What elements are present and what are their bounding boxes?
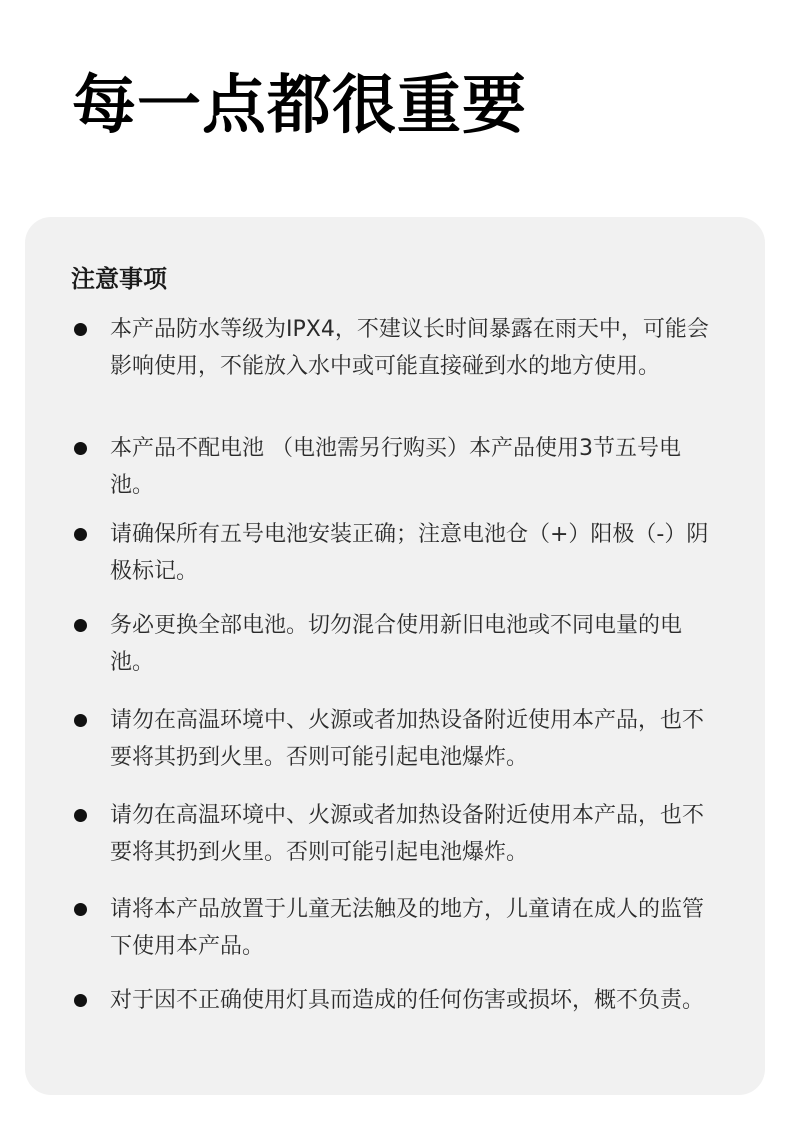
- notice-card: [25, 217, 765, 1095]
- page-title: 每一点都很重要: [72, 69, 527, 143]
- bullet-icon: [74, 809, 87, 822]
- bullet-icon: [74, 323, 87, 336]
- note-text: 对于因不正确使用灯具而造成的任何伤害或损坏，概不负责。: [110, 988, 705, 1013]
- bullet-icon: [74, 903, 87, 916]
- note-text: 请勿在高温环境中、火源或者加热设备附近使用本产品，也不要将其扔到火里。否则可能引起电池爆炸。: [110, 708, 705, 770]
- note-text: 本产品不配电池 （电池需另行购买）本产品使用3节五号电池。: [110, 436, 681, 498]
- bullet-icon: [74, 528, 87, 541]
- bullet-icon: [74, 994, 87, 1007]
- note-text: 务必更换全部电池。切勿混合使用新旧电池或不同电量的电池。: [110, 613, 683, 675]
- bullet-icon: [74, 714, 87, 727]
- note-text: 请将本产品放置于儿童无法触及的地方，儿童请在成人的监管下使用本产品。: [110, 897, 705, 959]
- bullet-icon: [74, 442, 87, 455]
- note-text: 请勿在高温环境中、火源或者加热设备附近使用本产品，也不要将其扔到火里。否则可能引起电池爆炸。: [110, 803, 705, 865]
- note-text: 本产品防水等级为IPX4，不建议长时间暴露在雨天中，可能会影响使用，不能放入水中或可能直接碰到水的地方使用。: [110, 317, 709, 379]
- note-text: 请确保所有五号电池安装正确；注意电池仓（+）阳极（-）阴极标记。: [110, 522, 709, 584]
- notice-heading: 注意事项: [71, 265, 167, 293]
- bullet-icon: [74, 619, 87, 632]
